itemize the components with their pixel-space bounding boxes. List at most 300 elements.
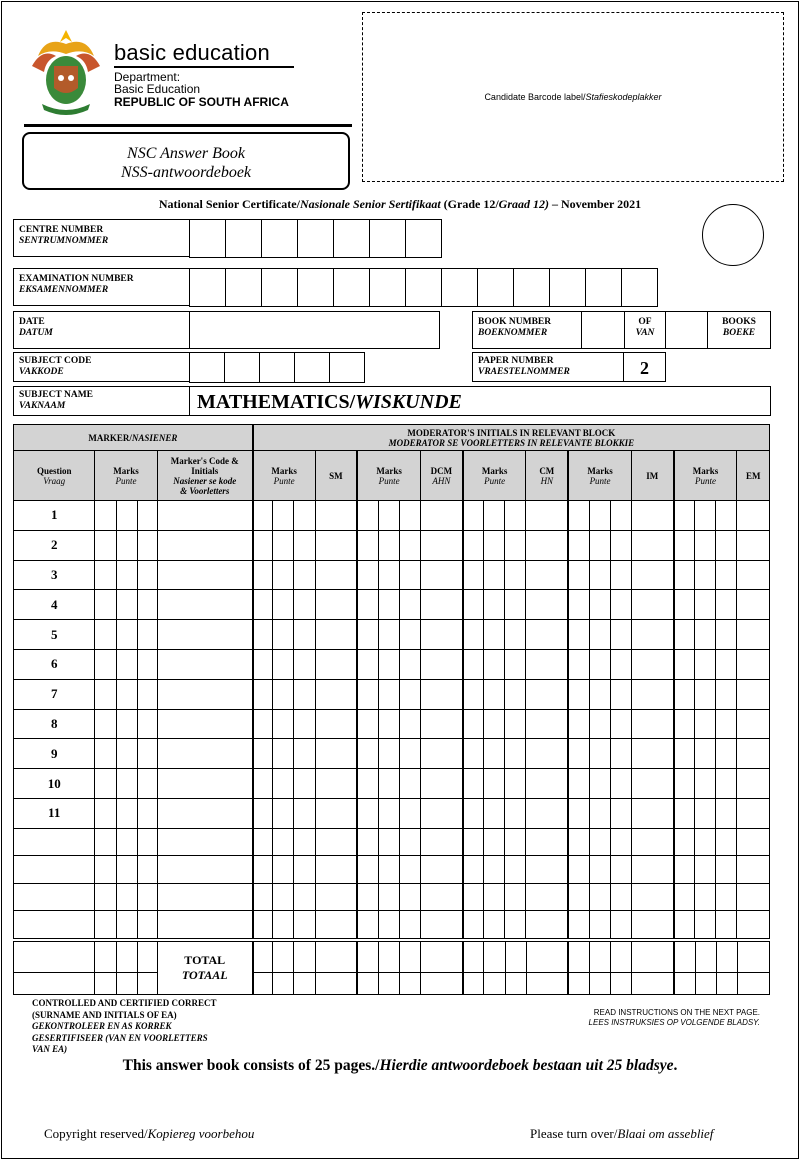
- mark-cell[interactable]: [273, 856, 294, 884]
- mark-cell[interactable]: [273, 649, 294, 679]
- mark-cell[interactable]: [357, 590, 378, 620]
- mark-cell[interactable]: [420, 620, 462, 650]
- mark-cell[interactable]: [420, 590, 462, 620]
- mark-cell[interactable]: [631, 560, 673, 590]
- mark-cell[interactable]: [589, 769, 610, 799]
- mark-cell[interactable]: [420, 911, 462, 939]
- mark-cell[interactable]: [378, 590, 399, 620]
- mark-cell[interactable]: [463, 649, 484, 679]
- mark-cell[interactable]: [505, 560, 526, 590]
- mark-cell[interactable]: [568, 679, 589, 709]
- mark-cell[interactable]: [157, 739, 253, 769]
- mark-cell[interactable]: [378, 560, 399, 590]
- mark-cell[interactable]: [116, 709, 137, 739]
- mark-cell[interactable]: [737, 709, 770, 739]
- mark-cell[interactable]: [273, 883, 294, 911]
- mark-cell[interactable]: [157, 798, 253, 828]
- mark-cell[interactable]: [137, 798, 157, 828]
- mark-cell[interactable]: [463, 828, 484, 856]
- mark-cell[interactable]: [737, 911, 770, 939]
- mark-cell[interactable]: [253, 501, 273, 531]
- mark-cell[interactable]: [695, 649, 716, 679]
- mark-cell[interactable]: [674, 709, 695, 739]
- mark-cell[interactable]: [568, 560, 589, 590]
- mark-cell[interactable]: [568, 828, 589, 856]
- mark-cell[interactable]: [378, 739, 399, 769]
- mark-cell[interactable]: [253, 709, 273, 739]
- mark-cell[interactable]: [116, 769, 137, 799]
- mark-cell[interactable]: [137, 828, 157, 856]
- mark-cell[interactable]: [505, 649, 526, 679]
- mark-cell[interactable]: [589, 828, 610, 856]
- mark-cell[interactable]: [484, 649, 505, 679]
- mark-cell[interactable]: [116, 530, 137, 560]
- mark-cell[interactable]: [116, 620, 137, 650]
- mark-cell[interactable]: [378, 709, 399, 739]
- mark-cell[interactable]: [589, 649, 610, 679]
- mark-cell[interactable]: [137, 590, 157, 620]
- mark-cell[interactable]: [315, 828, 357, 856]
- mark-cell[interactable]: [273, 530, 294, 560]
- mark-cell[interactable]: [273, 739, 294, 769]
- mark-cell[interactable]: [716, 911, 737, 939]
- mark-cell[interactable]: [137, 856, 157, 884]
- mark-cell[interactable]: [631, 620, 673, 650]
- mark-cell[interactable]: [294, 590, 315, 620]
- mark-cell[interactable]: [716, 709, 737, 739]
- mark-cell[interactable]: [484, 769, 505, 799]
- mark-cell[interactable]: [294, 709, 315, 739]
- mark-cell[interactable]: [737, 620, 770, 650]
- mark-cell[interactable]: [737, 828, 770, 856]
- mark-cell[interactable]: [526, 560, 568, 590]
- mark-cell[interactable]: [716, 679, 737, 709]
- mark-cell[interactable]: [610, 590, 631, 620]
- mark-cell[interactable]: [463, 679, 484, 709]
- mark-cell[interactable]: [526, 679, 568, 709]
- mark-cell[interactable]: [589, 911, 610, 939]
- mark-cell[interactable]: [526, 856, 568, 884]
- mark-cell[interactable]: [294, 798, 315, 828]
- mark-cell[interactable]: [357, 798, 378, 828]
- mark-cell[interactable]: [273, 679, 294, 709]
- mark-cell[interactable]: [253, 739, 273, 769]
- mark-cell[interactable]: [315, 530, 357, 560]
- mark-cell[interactable]: [253, 828, 273, 856]
- mark-cell[interactable]: [420, 769, 462, 799]
- mark-cell[interactable]: [294, 649, 315, 679]
- mark-cell[interactable]: [568, 883, 589, 911]
- mark-cell[interactable]: [610, 560, 631, 590]
- mark-cell[interactable]: [526, 911, 568, 939]
- mark-cell[interactable]: [505, 590, 526, 620]
- mark-cell[interactable]: [420, 856, 462, 884]
- mark-cell[interactable]: [294, 911, 315, 939]
- mark-cell[interactable]: [695, 590, 716, 620]
- mark-cell[interactable]: [95, 883, 116, 911]
- mark-cell[interactable]: [484, 911, 505, 939]
- mark-cell[interactable]: [315, 590, 357, 620]
- mark-cell[interactable]: [137, 620, 157, 650]
- mark-cell[interactable]: [674, 679, 695, 709]
- mark-cell[interactable]: [420, 501, 462, 531]
- mark-cell[interactable]: [674, 856, 695, 884]
- mark-cell[interactable]: [294, 560, 315, 590]
- mark-cell[interactable]: [137, 560, 157, 590]
- mark-cell[interactable]: [463, 739, 484, 769]
- mark-cell[interactable]: [399, 798, 420, 828]
- mark-cell[interactable]: [631, 530, 673, 560]
- mark-cell[interactable]: [674, 530, 695, 560]
- mark-cell[interactable]: [716, 739, 737, 769]
- mark-cell[interactable]: [505, 620, 526, 650]
- mark-cell[interactable]: [484, 883, 505, 911]
- mark-cell[interactable]: [357, 620, 378, 650]
- mark-cell[interactable]: [695, 709, 716, 739]
- mark-cell[interactable]: [315, 856, 357, 884]
- mark-cell[interactable]: [378, 856, 399, 884]
- mark-cell[interactable]: [674, 883, 695, 911]
- mark-cell[interactable]: [315, 501, 357, 531]
- mark-cell[interactable]: [610, 856, 631, 884]
- mark-cell[interactable]: [484, 856, 505, 884]
- mark-cell[interactable]: [737, 883, 770, 911]
- mark-cell[interactable]: [674, 911, 695, 939]
- mark-cell[interactable]: [716, 649, 737, 679]
- mark-cell[interactable]: [294, 530, 315, 560]
- mark-cell[interactable]: [463, 590, 484, 620]
- mark-cell[interactable]: [737, 501, 770, 531]
- mark-cell[interactable]: [463, 620, 484, 650]
- mark-cell[interactable]: [137, 649, 157, 679]
- mark-cell[interactable]: [610, 649, 631, 679]
- mark-cell[interactable]: [484, 530, 505, 560]
- mark-cell[interactable]: [526, 530, 568, 560]
- mark-cell[interactable]: [695, 620, 716, 650]
- mark-cell[interactable]: [357, 769, 378, 799]
- mark-cell[interactable]: [484, 560, 505, 590]
- books-total-field[interactable]: [665, 311, 708, 349]
- mark-cell[interactable]: [420, 679, 462, 709]
- mark-cell[interactable]: [95, 679, 116, 709]
- mark-cell[interactable]: [526, 883, 568, 911]
- mark-cell[interactable]: [315, 798, 357, 828]
- mark-cell[interactable]: [116, 883, 137, 911]
- mark-cell[interactable]: [589, 883, 610, 911]
- mark-cell[interactable]: [273, 620, 294, 650]
- mark-cell[interactable]: [137, 679, 157, 709]
- mark-cell[interactable]: [610, 620, 631, 650]
- mark-cell[interactable]: [716, 530, 737, 560]
- mark-cell[interactable]: [294, 828, 315, 856]
- mark-cell[interactable]: [399, 828, 420, 856]
- mark-cell[interactable]: [463, 883, 484, 911]
- mark-cell[interactable]: [589, 739, 610, 769]
- mark-cell[interactable]: [294, 679, 315, 709]
- mark-cell[interactable]: [157, 769, 253, 799]
- mark-cell[interactable]: [137, 739, 157, 769]
- mark-cell[interactable]: [695, 501, 716, 531]
- mark-cell[interactable]: [157, 530, 253, 560]
- mark-cell[interactable]: [737, 530, 770, 560]
- mark-cell[interactable]: [399, 709, 420, 739]
- mark-cell[interactable]: [631, 679, 673, 709]
- mark-cell[interactable]: [157, 911, 253, 939]
- mark-cell[interactable]: [568, 590, 589, 620]
- mark-cell[interactable]: [253, 620, 273, 650]
- mark-cell[interactable]: [157, 590, 253, 620]
- mark-cell[interactable]: [399, 856, 420, 884]
- mark-cell[interactable]: [420, 883, 462, 911]
- mark-cell[interactable]: [568, 911, 589, 939]
- mark-cell[interactable]: [399, 679, 420, 709]
- mark-cell[interactable]: [116, 798, 137, 828]
- mark-cell[interactable]: [357, 530, 378, 560]
- mark-cell[interactable]: [95, 620, 116, 650]
- mark-cell[interactable]: [95, 530, 116, 560]
- mark-cell[interactable]: [315, 649, 357, 679]
- mark-cell[interactable]: [589, 620, 610, 650]
- mark-cell[interactable]: [716, 769, 737, 799]
- mark-cell[interactable]: [505, 911, 526, 939]
- mark-cell[interactable]: [157, 560, 253, 590]
- mark-cell[interactable]: [116, 911, 137, 939]
- mark-cell[interactable]: [420, 798, 462, 828]
- mark-cell[interactable]: [420, 530, 462, 560]
- mark-cell[interactable]: [568, 709, 589, 739]
- mark-cell[interactable]: [674, 739, 695, 769]
- mark-cell[interactable]: [273, 798, 294, 828]
- mark-cell[interactable]: [157, 828, 253, 856]
- mark-cell[interactable]: [378, 679, 399, 709]
- mark-cell[interactable]: [357, 883, 378, 911]
- mark-cell[interactable]: [273, 769, 294, 799]
- mark-cell[interactable]: [378, 911, 399, 939]
- mark-cell[interactable]: [357, 649, 378, 679]
- mark-cell[interactable]: [695, 530, 716, 560]
- mark-cell[interactable]: [568, 620, 589, 650]
- mark-cell[interactable]: [674, 501, 695, 531]
- mark-cell[interactable]: [716, 590, 737, 620]
- date-field[interactable]: [189, 311, 440, 349]
- exam-number-cells[interactable]: [189, 268, 658, 307]
- mark-cell[interactable]: [526, 769, 568, 799]
- mark-cell[interactable]: [695, 769, 716, 799]
- mark-cell[interactable]: [399, 883, 420, 911]
- mark-cell[interactable]: [253, 679, 273, 709]
- mark-cell[interactable]: [378, 883, 399, 911]
- mark-cell[interactable]: [695, 883, 716, 911]
- mark-cell[interactable]: [399, 911, 420, 939]
- mark-cell[interactable]: [378, 798, 399, 828]
- mark-cell[interactable]: [631, 649, 673, 679]
- mark-cell[interactable]: [273, 501, 294, 531]
- mark-cell[interactable]: [505, 769, 526, 799]
- mark-cell[interactable]: [253, 530, 273, 560]
- mark-cell[interactable]: [674, 590, 695, 620]
- mark-cell[interactable]: [95, 739, 116, 769]
- mark-cell[interactable]: [157, 856, 253, 884]
- mark-cell[interactable]: [294, 769, 315, 799]
- mark-cell[interactable]: [484, 590, 505, 620]
- mark-cell[interactable]: [716, 501, 737, 531]
- mark-cell[interactable]: [157, 620, 253, 650]
- mark-cell[interactable]: [116, 560, 137, 590]
- mark-cell[interactable]: [315, 883, 357, 911]
- mark-cell[interactable]: [253, 883, 273, 911]
- mark-cell[interactable]: [399, 501, 420, 531]
- mark-cell[interactable]: [484, 679, 505, 709]
- mark-cell[interactable]: [378, 769, 399, 799]
- mark-cell[interactable]: [253, 560, 273, 590]
- mark-cell[interactable]: [484, 798, 505, 828]
- mark-cell[interactable]: [463, 709, 484, 739]
- mark-cell[interactable]: [253, 590, 273, 620]
- mark-cell[interactable]: [610, 769, 631, 799]
- mark-cell[interactable]: [526, 828, 568, 856]
- mark-cell[interactable]: [610, 679, 631, 709]
- mark-cell[interactable]: [463, 911, 484, 939]
- mark-cell[interactable]: [737, 856, 770, 884]
- mark-cell[interactable]: [505, 501, 526, 531]
- mark-cell[interactable]: [253, 911, 273, 939]
- mark-cell[interactable]: [631, 798, 673, 828]
- mark-cell[interactable]: [631, 911, 673, 939]
- mark-cell[interactable]: [463, 769, 484, 799]
- mark-cell[interactable]: [294, 620, 315, 650]
- mark-cell[interactable]: [253, 798, 273, 828]
- mark-cell[interactable]: [399, 649, 420, 679]
- mark-cell[interactable]: [116, 856, 137, 884]
- mark-cell[interactable]: [378, 501, 399, 531]
- mark-cell[interactable]: [463, 856, 484, 884]
- mark-cell[interactable]: [695, 679, 716, 709]
- mark-cell[interactable]: [95, 769, 116, 799]
- mark-cell[interactable]: [253, 769, 273, 799]
- mark-cell[interactable]: [589, 709, 610, 739]
- mark-cell[interactable]: [674, 769, 695, 799]
- mark-cell[interactable]: [294, 739, 315, 769]
- mark-cell[interactable]: [137, 911, 157, 939]
- mark-cell[interactable]: [631, 590, 673, 620]
- mark-cell[interactable]: [526, 620, 568, 650]
- mark-cell[interactable]: [589, 856, 610, 884]
- mark-cell[interactable]: [315, 709, 357, 739]
- mark-cell[interactable]: [695, 798, 716, 828]
- mark-cell[interactable]: [95, 590, 116, 620]
- mark-cell[interactable]: [116, 679, 137, 709]
- mark-cell[interactable]: [157, 679, 253, 709]
- mark-cell[interactable]: [399, 560, 420, 590]
- mark-cell[interactable]: [357, 679, 378, 709]
- mark-cell[interactable]: [420, 649, 462, 679]
- mark-cell[interactable]: [589, 590, 610, 620]
- mark-cell[interactable]: [695, 911, 716, 939]
- mark-cell[interactable]: [294, 883, 315, 911]
- mark-cell[interactable]: [526, 709, 568, 739]
- mark-cell[interactable]: [568, 856, 589, 884]
- mark-cell[interactable]: [674, 620, 695, 650]
- mark-cell[interactable]: [568, 739, 589, 769]
- mark-cell[interactable]: [273, 828, 294, 856]
- mark-cell[interactable]: [568, 649, 589, 679]
- mark-cell[interactable]: [505, 883, 526, 911]
- mark-cell[interactable]: [674, 649, 695, 679]
- mark-cell[interactable]: [737, 739, 770, 769]
- mark-cell[interactable]: [610, 883, 631, 911]
- mark-cell[interactable]: [505, 739, 526, 769]
- mark-cell[interactable]: [568, 769, 589, 799]
- mark-cell[interactable]: [378, 649, 399, 679]
- mark-cell[interactable]: [737, 798, 770, 828]
- mark-cell[interactable]: [505, 679, 526, 709]
- mark-cell[interactable]: [695, 828, 716, 856]
- mark-cell[interactable]: [505, 856, 526, 884]
- mark-cell[interactable]: [631, 856, 673, 884]
- mark-cell[interactable]: [589, 679, 610, 709]
- mark-cell[interactable]: [463, 560, 484, 590]
- mark-cell[interactable]: [399, 620, 420, 650]
- centre-number-cells[interactable]: [189, 219, 442, 258]
- mark-cell[interactable]: [399, 590, 420, 620]
- mark-cell[interactable]: [695, 560, 716, 590]
- mark-cell[interactable]: [420, 560, 462, 590]
- mark-cell[interactable]: [95, 828, 116, 856]
- mark-cell[interactable]: [737, 590, 770, 620]
- mark-cell[interactable]: [610, 911, 631, 939]
- mark-cell[interactable]: [631, 739, 673, 769]
- mark-cell[interactable]: [116, 649, 137, 679]
- mark-cell[interactable]: [526, 649, 568, 679]
- mark-cell[interactable]: [695, 856, 716, 884]
- mark-cell[interactable]: [695, 739, 716, 769]
- mark-cell[interactable]: [399, 769, 420, 799]
- mark-cell[interactable]: [137, 883, 157, 911]
- mark-cell[interactable]: [116, 590, 137, 620]
- mark-cell[interactable]: [610, 739, 631, 769]
- mark-cell[interactable]: [484, 709, 505, 739]
- mark-cell[interactable]: [737, 560, 770, 590]
- mark-cell[interactable]: [505, 530, 526, 560]
- mark-cell[interactable]: [674, 798, 695, 828]
- mark-cell[interactable]: [157, 649, 253, 679]
- mark-cell[interactable]: [420, 709, 462, 739]
- mark-cell[interactable]: [484, 501, 505, 531]
- mark-cell[interactable]: [631, 709, 673, 739]
- mark-cell[interactable]: [95, 798, 116, 828]
- mark-cell[interactable]: [378, 828, 399, 856]
- mark-cell[interactable]: [315, 679, 357, 709]
- mark-cell[interactable]: [357, 911, 378, 939]
- mark-cell[interactable]: [315, 620, 357, 650]
- mark-cell[interactable]: [357, 828, 378, 856]
- mark-cell[interactable]: [716, 560, 737, 590]
- mark-cell[interactable]: [95, 911, 116, 939]
- mark-cell[interactable]: [95, 709, 116, 739]
- mark-cell[interactable]: [137, 709, 157, 739]
- mark-cell[interactable]: [378, 620, 399, 650]
- mark-cell[interactable]: [95, 560, 116, 590]
- mark-cell[interactable]: [716, 798, 737, 828]
- mark-cell[interactable]: [610, 709, 631, 739]
- mark-cell[interactable]: [484, 828, 505, 856]
- mark-cell[interactable]: [568, 798, 589, 828]
- mark-cell[interactable]: [357, 709, 378, 739]
- mark-cell[interactable]: [716, 620, 737, 650]
- mark-cell[interactable]: [357, 856, 378, 884]
- mark-cell[interactable]: [674, 560, 695, 590]
- mark-cell[interactable]: [357, 501, 378, 531]
